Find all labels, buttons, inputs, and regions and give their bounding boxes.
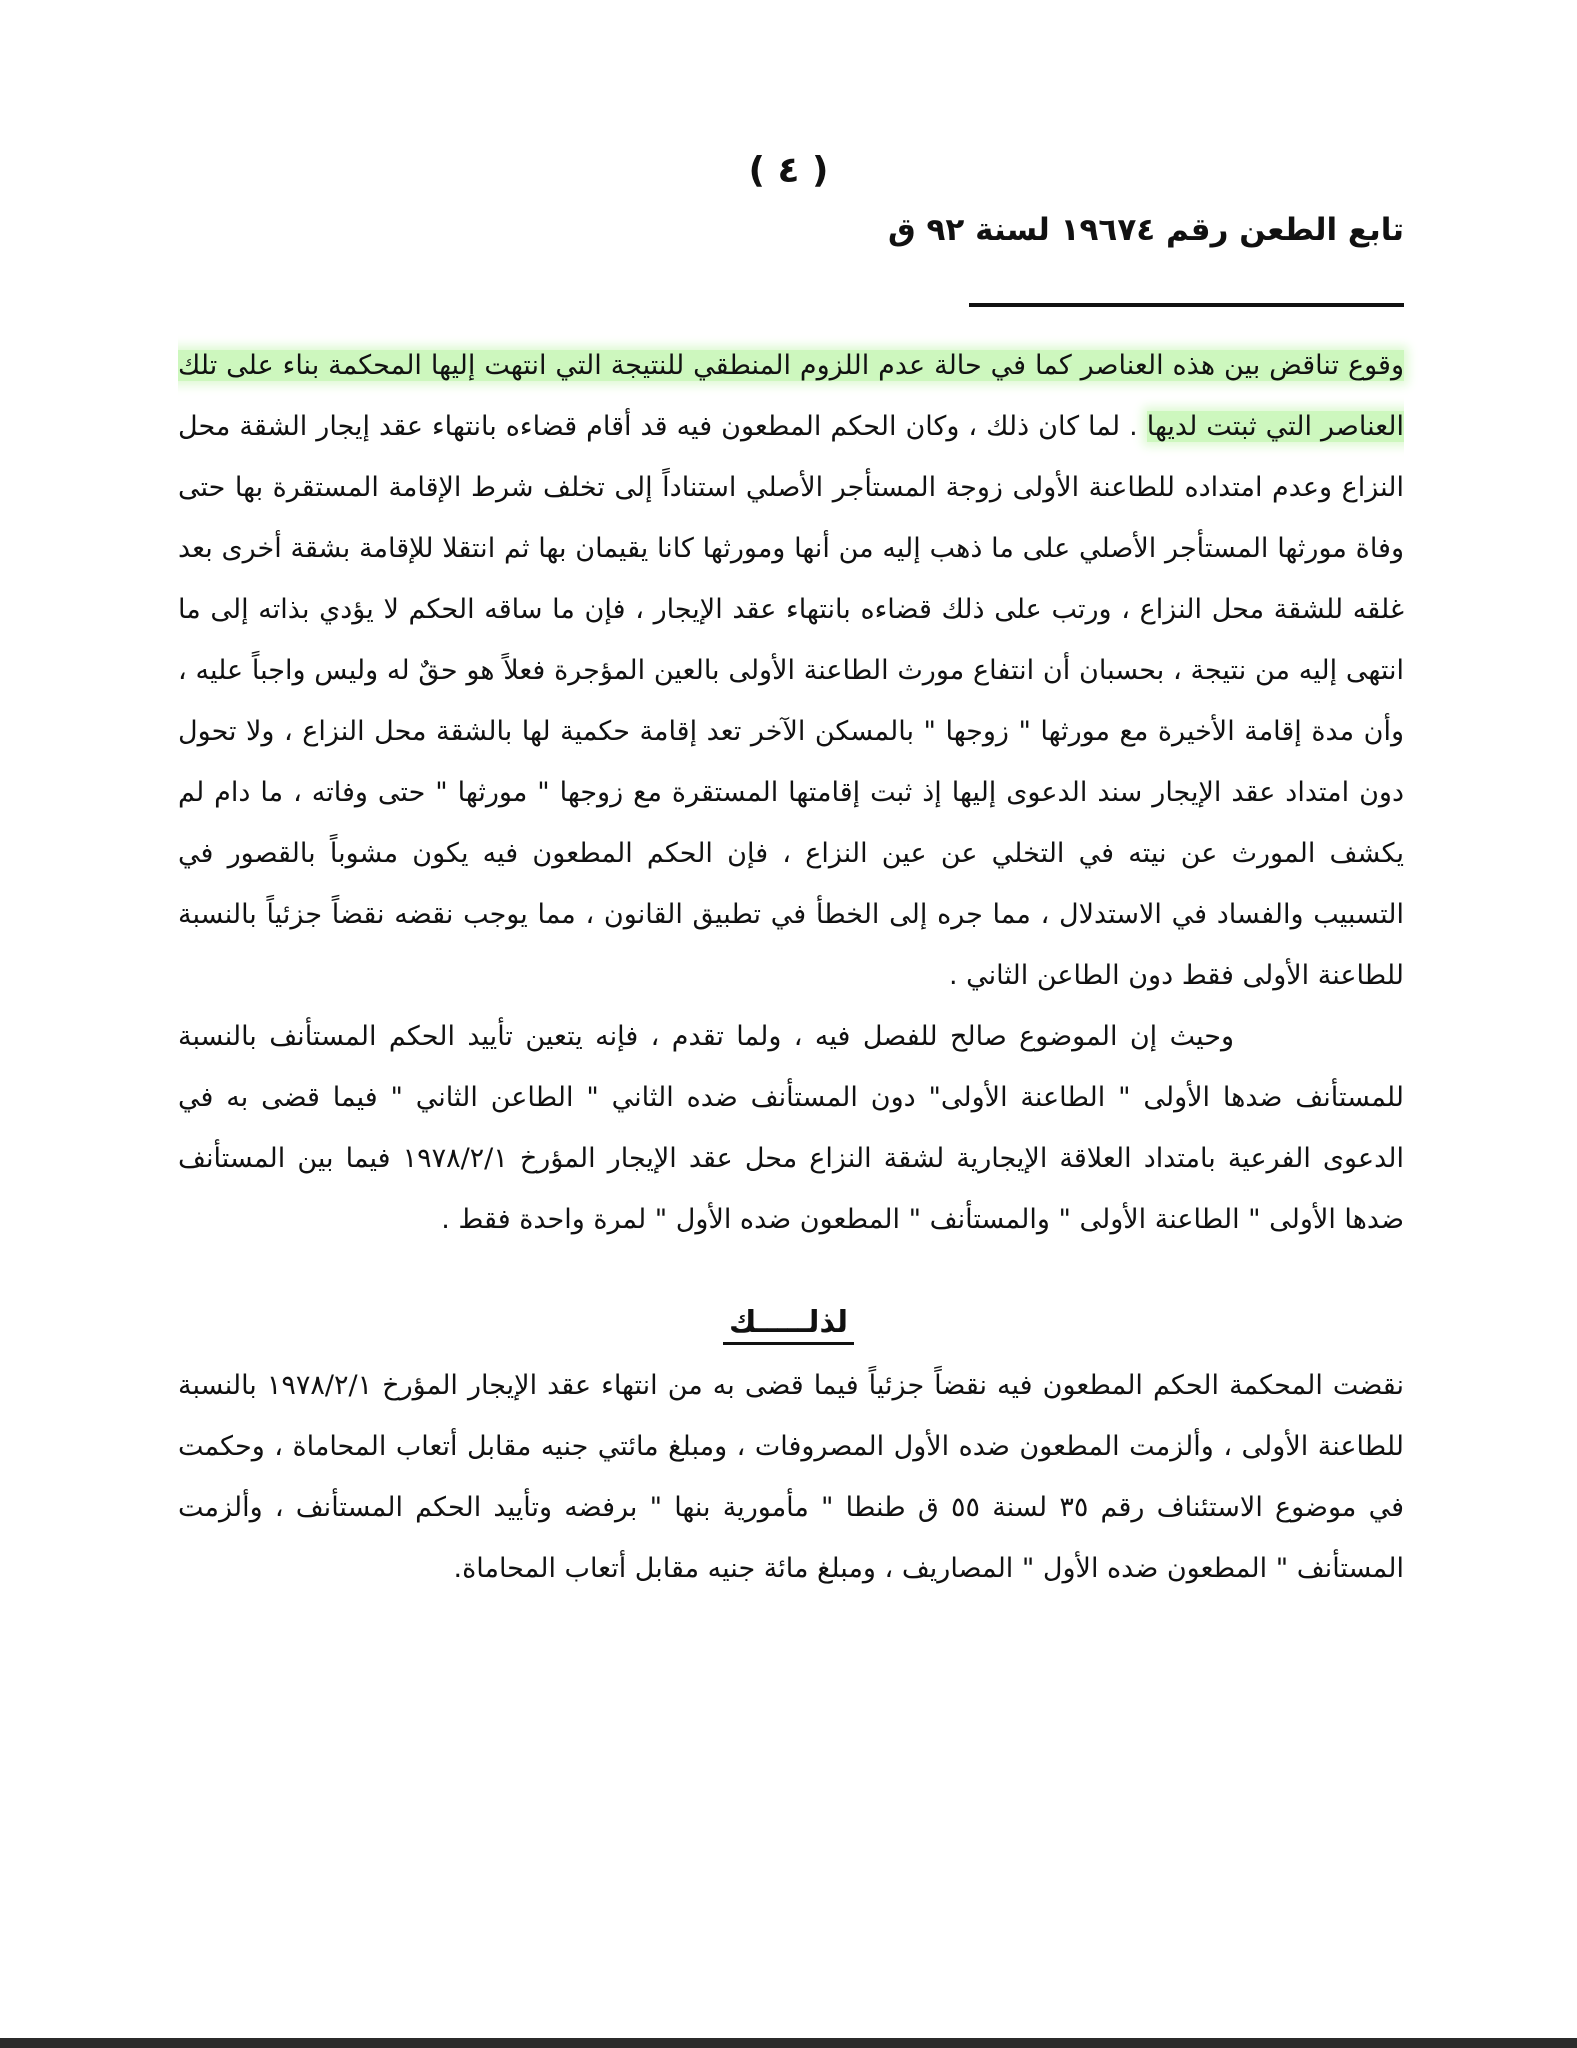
case-header: تابع الطعن رقم ١٩٦٧٤ لسنة ٩٢ ق xyxy=(888,212,1404,248)
paragraph-reasoning xyxy=(178,335,1404,1006)
page-number: ( ٤ ) xyxy=(748,150,829,191)
scan-bottom-edge xyxy=(0,2038,1577,2048)
paragraph-verdict: نقضت المحكمة الحكم المطعون فيه نقضاً جزئياً فيما قضى به من انتهاء عقد الإيجار المؤرخ ١٩٧٨/٢/١ بالنسبة للطاعنة الأولى ، وألزمت المطعون ضده الأول المصروفات ، ومبلغ مائتي جنيه مقابل أتعاب المحاماة ، وحكمت في موضوع الاستئناف رقم ٣٥ لسنة ٥٥ ق طنطا " مأمورية بنها " برفضه وتأييد الحكم المستأنف ، وألزمت المستأنف " المطعون ضده الأول " المصاريف ، ومبلغ مائة جنيه مقابل أتعاب المحاماة. xyxy=(178,1370,1404,1584)
highlighted-text: وقوع تناقض بين هذه العناصر كما في حالة عدم اللزوم المنطقي للنتيجة التي انتهت إليها المحكمة بناء على تلك العناصر التي ثبتت لديها xyxy=(178,350,1404,442)
main-body xyxy=(178,335,1404,1250)
verdict-heading xyxy=(0,1305,1577,1340)
verdict-body xyxy=(178,1355,1404,1599)
paragraph-text: . لما كان ذلك ، وكان الحكم المطعون فيه قد أقام قضاءه بانتهاء عقد إيجار الشقة محل النزاع وعدم امتداده للطاعنة الأولى زوجة المستأجر الأصلي استناداً إلى تخلف شرط الإقامة المستقرة بها حتى وفاة مورثها المستأجر الأصلي على ما ذهب إليه من أنها ومورثها كانا يقيمان بها ثم انتقلا للإقامة بشقة أخرى بعد غلقه للشقة محل النزاع ، ورتب على ذلك قضاءه بانتهاء عقد الإيجار ، فإن ما ساقه الحكم لا يؤدي بذاته إلى ما انتهى إليه من نتيجة ، بحسبان أن انتفاع مورث الطاعنة الأولى بالعين المؤجرة فعلاً هو حقٌ له وليس واجباً عليه ، وأن مدة إقامة الأخيرة مع مورثها " زوجها " بالمسكن الآخر تعد إقامة حكمية لها بالشقة محل النزاع ، ولا تحول دون امتداد عقد الإيجار سند الدعوى إليها إذ ثبت إقامتها المستقرة مع زوجها " مورثها " حتى وفاته ، ما دام لم يكشف المورث عن نيته في التخلي عن عين النزاع ، فإن الحكم المطعون فيه يكون مشوباً بالقصور في التسبيب والفساد في الاستدلال ، مما جره إلى الخطأ في تطبيق القانون ، مما يوجب نقضه نقضاً جزئياً بالنسبة للطاعنة الأولى فقط دون الطاعن الثاني . xyxy=(178,411,1404,991)
header-underline xyxy=(969,303,1404,307)
paragraph-merits: وحيث إن الموضوع صالح للفصل فيه ، ولما تقدم ، فإنه يتعين تأييد الحكم المستأنف بالنسبة للمستأنف ضدها الأولى " الطاعنة الأولى" دون المستأنف ضده الثاني " الطاعن الثاني " فيما قضى به في الدعوى الفرعية بامتداد العلاقة الإيجارية لشقة النزاع محل عقد الإيجار المؤرخ ١٩٧٨/٢/١ فيما بين المستأنف ضدها الأولى " الطاعنة الأولى " والمستأنف " المطعون ضده الأول " لمرة واحدة فقط . xyxy=(178,1021,1404,1235)
verdict-heading-text: لذلـــــك xyxy=(723,1305,854,1345)
